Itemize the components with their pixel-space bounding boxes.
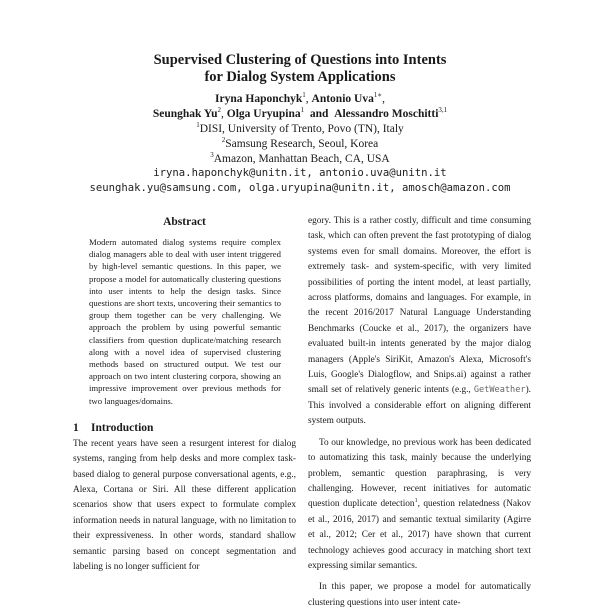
footnote-mark: 1 bbox=[414, 498, 418, 505]
email-block bbox=[20, 166, 580, 196]
section-heading-introduction bbox=[73, 419, 296, 437]
right-paragraph-2: To our knowledge, no previous work has been dedicated to automatizing this task, mainly because the underlying problem, semantic question paraphrasing, is very challenging. However, recent initiatives for automatic question duplicate detection$^1$, question relatedness (Nakov et al., 2016, 2017) and semantic textual similarity (Agirre et al., 2012; Cer et al., 2017) have shown that current technology achieves good accuracy in matching short text expressing similar semantics. bbox=[308, 437, 531, 571]
section-title: Introduction bbox=[91, 421, 154, 434]
intro-paragraph: The recent years have seen a resurgent interest for dialog systems, ranging from help desks and more complex task-based dialog to general purpose conversational agents, e.g., Alexa, Cortana or Siri. All these different application scenarios show that users expect to formulate complex information needs in natural language, with no limitation to their expressiveness. In other words, standard shallow semantic parsing based on concept segmentation and labeling is no longer sufficient for bbox=[73, 438, 296, 573]
section-number: 1 bbox=[73, 421, 79, 434]
author-4: Olga Uryupina bbox=[226, 108, 301, 120]
author-5: Alessandro Moschitti bbox=[334, 108, 439, 120]
author-and: and bbox=[309, 108, 329, 120]
affiliation-2: $^2$Samsung Research, Seoul, Korea bbox=[221, 136, 379, 150]
author-1: Iryna Haponchyk bbox=[215, 93, 303, 105]
right-paragraph-3: In this paper, we propose a model for automatically clustering questions into user intent cate- bbox=[308, 582, 531, 608]
email-line-2: seunghak.yu@samsung.com, olga.uryupina@unitn.it, amosch@amazon.com bbox=[89, 182, 511, 194]
affiliation-1: $^1$DISI, University of Trento, Povo (TN), Italy bbox=[196, 121, 404, 135]
affiliation-3: $^3$Amazon, Manhattan Beach, CA, USA bbox=[210, 151, 390, 165]
author-3: Seunghak Yu bbox=[152, 108, 218, 120]
author-2: Antonio Uva bbox=[311, 93, 374, 105]
left-column bbox=[73, 212, 296, 576]
author-block bbox=[40, 92, 560, 167]
title-line-2: for Dialog System Applications bbox=[204, 69, 396, 85]
email-line-1: iryna.haponchyk@unitn.it, antonio.uva@unitn.it bbox=[153, 167, 447, 179]
authors-line-2: Seunghak Yu$^2$, Olga Uryupina$^1$ and Alessandro Moschitti$^{3,1}$ bbox=[152, 106, 448, 120]
abstract-heading: Abstract bbox=[163, 216, 206, 228]
right-paragraph-1: egory. This is a rather costly, difficult and time consuming task, which can often prevent the fast prototyping of dialog systems even for small domains. Moreover, the effort is extremely task- and system-specific, with very limited possibilities of porting the intent model, at least partially, across platforms, domains and languages. For example, in the recent 2016/2017 Natural Language Understanding Benchmarks (Coucke et al., 2017), the organizers have evaluated built-in intents generated by the major dialog managers (Apple's SiriKit, Amazon's Alexa, Microsoft's Luis, Google's Dialogflow, and Snips.ai) against a rather small set of relatively generic intents (e.g., GetWeather). This involved a considerable effort on aligning different system outputs. bbox=[308, 216, 531, 427]
abstract-text: Modern automated dialog systems require complex dialog managers able to deal with user intent triggered by high-level semantic questions. In this paper, we propose a model for automatically clustering questions into user intents to help the design tasks. Since questions are short texts, uncovering their semantics to group them together can be very challenging. We approach the problem by using powerful semantic classifiers from question duplicate/matching research along with a novel idea of supervised clustering methods based on structured output. We test our approach on two intent clustering corpora, showing an impressive improvement over previous methods for two languages/domains. bbox=[89, 237, 281, 406]
title-line-1: Supervised Clustering of Questions into Intents bbox=[153, 52, 447, 68]
right-column bbox=[308, 214, 531, 611]
intent-code: GetWeather bbox=[473, 385, 526, 396]
equal-contribution-mark: ∗ bbox=[377, 91, 383, 100]
paper-title bbox=[60, 52, 540, 86]
authors-line-1: Iryna Haponchyk$^1$, Antonio Uva$^{1∗}$, bbox=[215, 91, 385, 105]
